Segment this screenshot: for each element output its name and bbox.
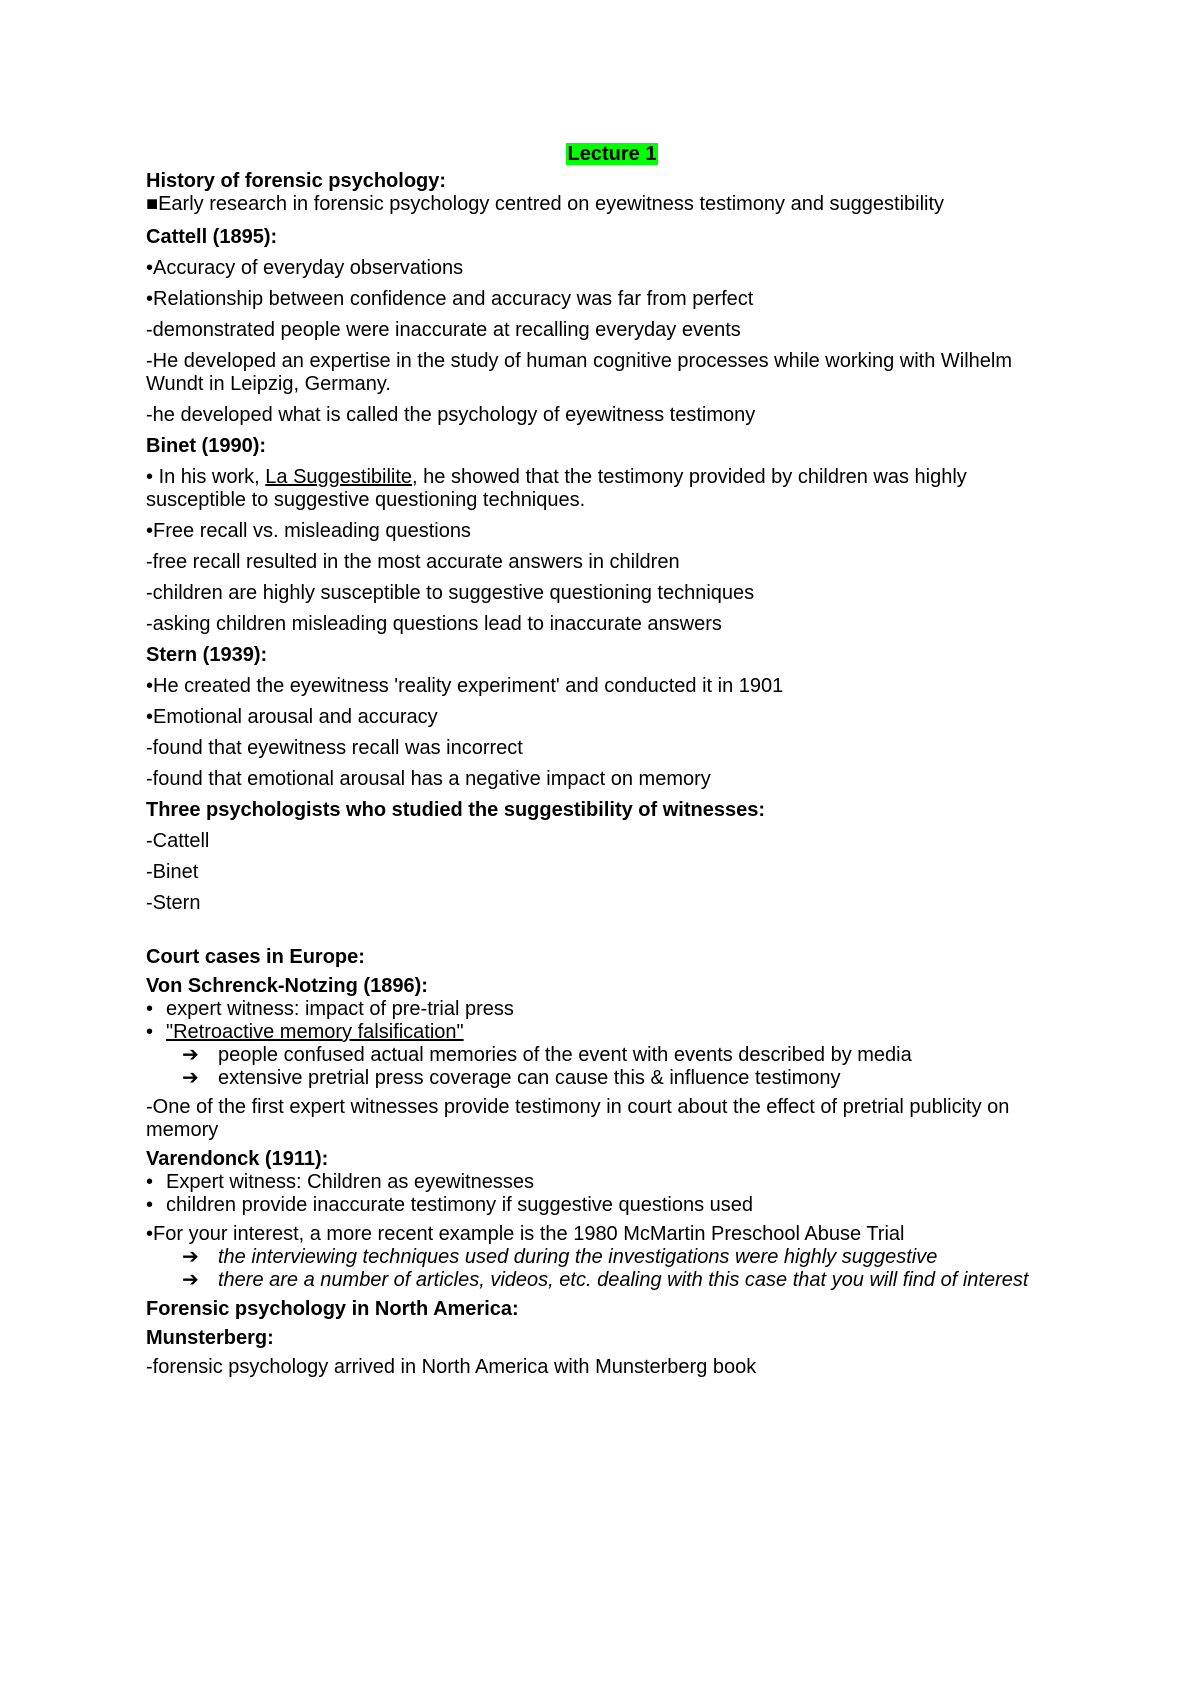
blank-line <box>146 915 1066 938</box>
bullet-icon: • <box>146 288 154 310</box>
stern-bullet-1: •He created the eyewitness 'reality experiment' and conducted it in 1901 <box>146 675 784 697</box>
title-row <box>146 143 1066 166</box>
schrenck-heading: Von Schrenck-Notzing (1896): <box>146 975 428 997</box>
varendonck-bullet-3: •For your interest, a more recent example is the 1980 McMartin Preschool Abuse Trial <box>146 1223 905 1245</box>
three-psychologists-heading: Three psychologists who studied the suggestibility of witnesses: <box>146 799 765 821</box>
europe-heading: Court cases in Europe: <box>146 946 365 968</box>
schrenck-bullet-1: • expert witness: impact of pre-trial press <box>146 998 514 1020</box>
varendonck-heading: Varendonck (1911): <box>146 1148 329 1170</box>
bullet-icon: • <box>146 257 154 279</box>
retroactive-memory-term: "Retroactive memory falsification" <box>166 1021 464 1043</box>
cattell-bullet-2: •Relationship between confidence and accuracy was far from perfect <box>146 288 754 310</box>
varendonck-bullet-1: • Expert witness: Children as eyewitnesses <box>146 1171 534 1193</box>
bullet-icon: • <box>146 998 154 1020</box>
north-america-heading: Forensic psychology in North America: <box>146 1298 519 1320</box>
list-item: -Cattell <box>146 830 210 852</box>
varendonck-arrow-1: ➔ the interviewing techniques used during the investigations were highly suggestive <box>182 1246 938 1268</box>
schrenck-arrow-2: ➔ extensive pretrial press coverage can cause this & influence testimony <box>182 1067 841 1089</box>
arrow-right-icon: ➔ <box>182 1246 199 1268</box>
cattell-bullet-1: •Accuracy of everyday observations <box>146 257 464 279</box>
binet-bullet-1: • In his work, La Suggestibilite, he showed that the testimony provided by children was highly susceptible to suggestive questioning techniques. <box>146 466 967 511</box>
stern-dash-2: -found that emotional arousal has a negative impact on memory <box>146 768 711 790</box>
list-item: -Stern <box>146 892 201 914</box>
bullet-icon: • <box>146 706 154 728</box>
cattell-heading: Cattell (1895): <box>146 226 278 248</box>
binet-dash-2: -children are highly susceptible to suggestive questioning techniques <box>146 582 755 604</box>
history-line: ■Early research in forensic psychology centred on eyewitness testimony and suggestibility <box>146 193 945 215</box>
bullet-icon: • <box>146 520 154 542</box>
cattell-dash-2: -He developed an expertise in the study of human cognitive processes while working with Wilhelm Wundt in Leipzig, Germany. <box>146 350 1012 395</box>
schrenck-arrow-1: ➔ people confused actual memories of the event with events described by media <box>182 1044 912 1066</box>
binet-dash-3: -asking children misleading questions lead to inaccurate answers <box>146 613 722 635</box>
schrenck-bullet-2 <box>146 1021 1066 1044</box>
arrow-right-icon: ➔ <box>182 1067 199 1089</box>
stern-dash-1: -found that eyewitness recall was incorrect <box>146 737 523 759</box>
square-bullet-icon: ■ <box>146 193 159 215</box>
schrenck-dash-1: -One of the first expert witnesses provide testimony in court about the effect of pretrial publicity on memory <box>146 1096 1010 1141</box>
bullet-icon: • <box>146 675 154 697</box>
arrow-right-icon: ➔ <box>182 1044 199 1066</box>
binet-dash-1: -free recall resulted in the most accurate answers in children <box>146 551 680 573</box>
cattell-dash-3: -he developed what is called the psychology of eyewitness testimony <box>146 404 756 426</box>
munsterberg-dash-1: -forensic psychology arrived in North America with Munsterberg book <box>146 1356 757 1378</box>
bullet-icon: • <box>146 466 154 488</box>
list-item: -Binet <box>146 861 199 883</box>
arrow-right-icon: ➔ <box>182 1269 199 1291</box>
binet-bullet-2: •Free recall vs. misleading questions <box>146 520 471 542</box>
bullet-icon: • <box>146 1223 154 1245</box>
lecture-title: Lecture 1 <box>567 143 657 165</box>
munsterberg-heading: Munsterberg: <box>146 1327 274 1349</box>
bullet-icon: • <box>146 1171 154 1193</box>
history-heading: History of forensic psychology: <box>146 170 447 192</box>
varendonck-bullet-2: • children provide inaccurate testimony if suggestive questions used <box>146 1194 753 1216</box>
cattell-dash-1: -demonstrated people were inaccurate at recalling everyday events <box>146 319 741 341</box>
bullet-icon: • <box>146 1021 154 1043</box>
stern-heading: Stern (1939): <box>146 644 268 666</box>
stern-bullet-2: •Emotional arousal and accuracy <box>146 706 438 728</box>
binet-heading: Binet (1990): <box>146 435 267 457</box>
book-title-la-suggestibilite: La Suggestibilite, <box>265 466 418 488</box>
varendonck-arrow-2: ➔ there are a number of articles, videos, etc. dealing with this case that you will find of interest <box>182 1269 1029 1291</box>
document-page <box>146 143 1066 1379</box>
bullet-icon: • <box>146 1194 154 1216</box>
